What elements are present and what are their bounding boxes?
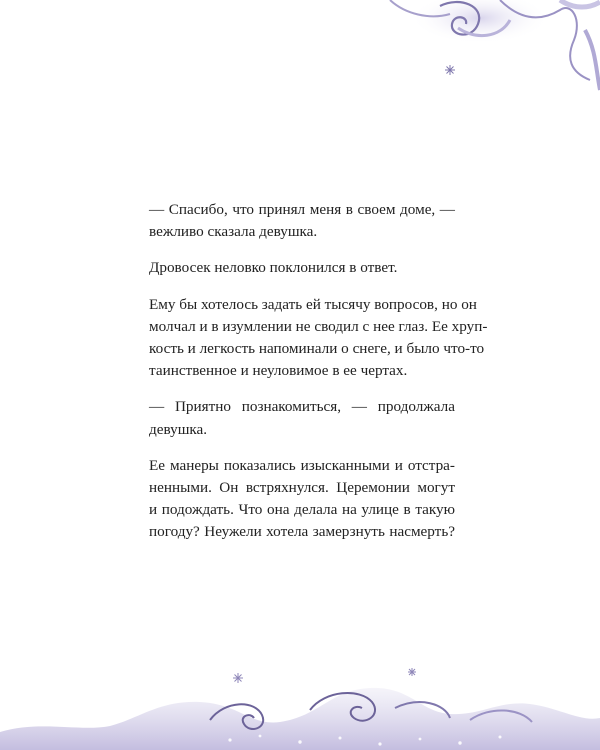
paragraph: [149, 257, 455, 279]
text-line: девушка.: [149, 420, 208, 438]
text-line: Ее манеры показались изысканными и отстра-: [149, 456, 455, 474]
snowflake-icon: [445, 65, 455, 75]
text-line: и подождать. Что она делала на улице в такую: [149, 501, 455, 519]
text-line: молчал и в изумлении не сводил с нее глаз. Ее хруп-: [149, 317, 488, 335]
text-line: погоду? Неужели хотела замерзнуть насмерть?: [149, 523, 455, 541]
text-line: Ему бы хотелось задать ей тысячу вопросов, но он: [149, 295, 477, 313]
top-watercolor-illustration: [360, 0, 600, 110]
bottom-watercolor-illustration: [0, 660, 600, 750]
text-line: — Приятно познакомиться, — продолжала: [149, 398, 455, 416]
text-line: ненными. Он встряхнулся. Церемонии могут: [149, 479, 455, 497]
text-line: вежливо сказала девушка.: [149, 223, 318, 241]
snowflake-icon: [233, 673, 243, 683]
snowflake-icon: [408, 668, 416, 676]
paragraph: [149, 455, 455, 544]
text-line: Дровосек неловко поклонился в ответ.: [149, 259, 398, 277]
text-line: — Спасибо, что принял меня в своем доме, —: [149, 201, 455, 218]
text-line: таинственное и неуловимое в ее чертах.: [149, 362, 408, 380]
paragraph: [149, 396, 455, 440]
body-text: [149, 199, 488, 558]
text-line: кость и легкость напоминали о снеге, и было что-то: [149, 340, 485, 358]
paragraph: [149, 199, 455, 243]
paragraph: [149, 294, 488, 383]
